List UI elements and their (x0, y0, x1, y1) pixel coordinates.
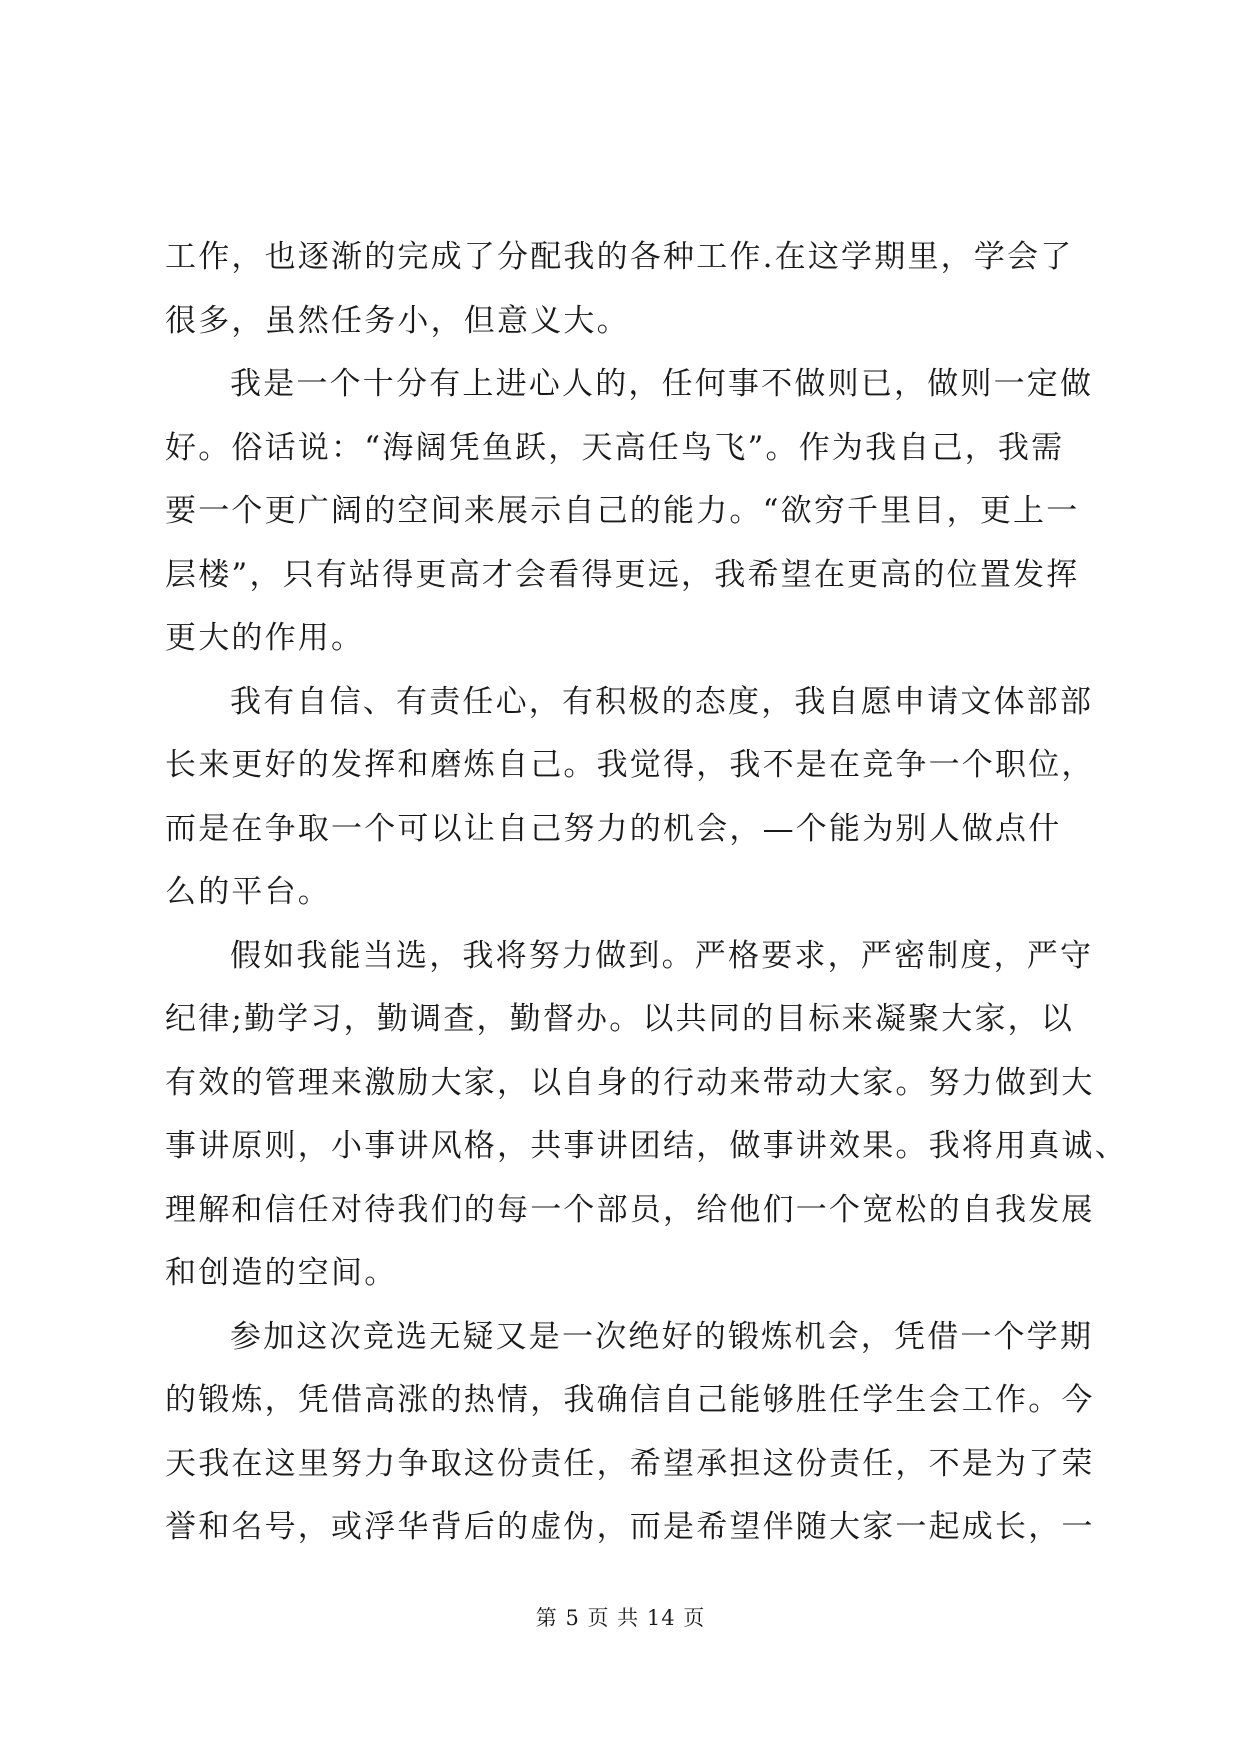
paragraph-start-line: 我有自信、有责任心，有积极的态度，我自愿申请文体部部 (230, 683, 1094, 720)
text-line: 纪律;勤学习，勤调查，勤督办。以共同的目标来凝聚大家，以 (165, 1001, 1075, 1037)
text-line: 有效的管理来激励大家，以自身的行动来带动大家。努力做到大 (165, 1064, 1095, 1101)
text-line: 理解和信任对待我们的每一个部员，给他们一个宽松的自我发展 (165, 1191, 1095, 1228)
page-number-footer: 第 5 页 共 14 页 (535, 1606, 706, 1630)
text-line: 层楼”，只有站得更高才会看得更远，我希望在更高的位置发挥 (165, 556, 1080, 593)
text-line: 长来更好的发挥和磨炼自己。我觉得，我不是在竞争一个职位， (165, 747, 1095, 783)
paragraph-start-line: 假如我能当选，我将努力做到。严格要求，严密制度，严守 (230, 937, 1094, 974)
text-line: 的锻炼，凭借高涨的热情，我确信自己能够胜任学生会工作。今 (165, 1382, 1095, 1418)
text-line: 好。俗话说：“海阔凭鱼跃，天高任鸟飞”。作为我自己，我需 (165, 429, 1065, 466)
text-line: 天我在这里努力争取这份责任，希望承担这份责任，不是为了荣 (165, 1445, 1095, 1482)
document-body (165, 226, 1128, 1560)
text-line: 么的平台。 (165, 874, 331, 910)
text-line: 工作，也逐渐的完成了分配我的各种工作.在这学期里，学会了 (165, 239, 1074, 275)
text-line: 事讲原则，小事讲风格，共事讲团结，做事讲效果。我将用真诚、 (165, 1128, 1128, 1164)
text-line: 而是在争取一个可以让自己努力的机会，—个能为别人做点什 (165, 810, 1062, 847)
text-line: 要一个更广阔的空间来展示自己的能力。“欲穷千里目，更上一 (165, 493, 1080, 529)
text-line: 更大的作用。 (165, 620, 365, 656)
paragraph-start-line: 参加这次竞选无疑又是一次绝好的锻炼机会，凭借一个学期 (230, 1318, 1094, 1355)
text-line: 誉和名号，或浮华背后的虚伪，而是希望伴随大家一起成长，一 (165, 1509, 1095, 1545)
paragraph-start-line: 我是一个十分有上进心人的，任何事不做则已，做则一定做 (230, 366, 1094, 402)
text-line: 很多，虽然任务小，但意义大。 (165, 302, 630, 339)
text-line: 和创造的空间。 (165, 1255, 398, 1291)
